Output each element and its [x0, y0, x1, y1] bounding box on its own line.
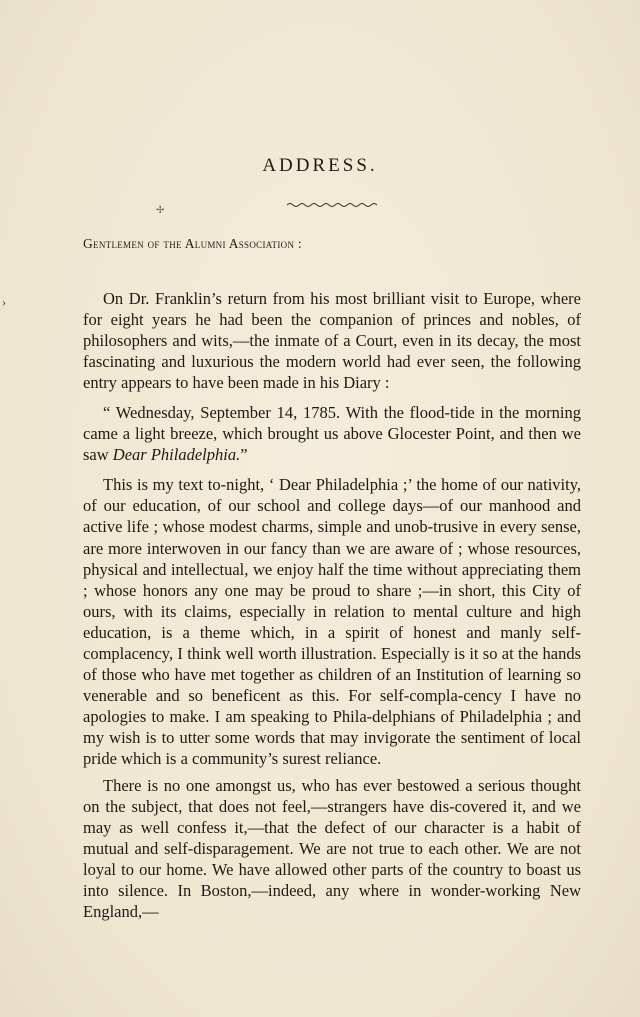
stray-ink-mark: ✢: [156, 205, 165, 216]
salutation: Gentlemen of the Alumni Association :: [83, 236, 302, 251]
margin-mark: ›: [2, 295, 6, 309]
diary-quote-close: ”: [240, 445, 248, 465]
ornamental-rule: [286, 200, 378, 210]
paragraph-text-tonight: This is my text to-night, ‘ Dear Philadelphia ;’ the home of our nativity, of our education, of our school and college days—of our manhood and active life ; whose modest charms, simple and unob-trusive in every sense, are more interwoven in our fancy than we are aware of ; whose resources, physical and intellectual, we enjoy half the time without appreciating them ; whose honors any one may be proud to share ;—in short, this City of ours, with its claims, especially in relation to mental culture and high education, is a theme which, in a spirit of honest and manly self-complacency, I think well worth illustration. Especially is it so at the hands of those who have met together as children of an Institution of learning so venerable and so beneficent as this. For self-compla-cency I have no apologies to make. I am speaking to Phila-delphians of Philadelphia ; and my wish is to utter some words that may invigorate the sentiment of local pride which is a community’s surest reliance.: [83, 475, 581, 768]
body-text: [83, 288, 581, 922]
paragraph-self-disparagement: There is no one amongst us, who has ever bestowed a serious thought on the subject, that does not feel,—strangers have dis-covered it, and we may as well confess it,—that the defect of our character is a habit of mutual and self-disparagement. We are not true to each other. We are not loyal to our home. We have allowed other parts of the country to boast us into silence. In Boston,—indeed, any where in wonder-working New England,—: [83, 776, 581, 922]
paragraph-diary-quote: [83, 402, 581, 465]
paragraph-franklin-return: On Dr. Franklin’s return from his most brilliant visit to Europe, where for eight years he had been the companion of princes and nobles, of philosophers and wits,—the inmate of a Court, even in its decay, the most fascinating and luxurious the modern world had ever seen, the following entry appears to have been made in his Diary :: [83, 289, 581, 393]
diary-quote-text: “ Wednesday, September 14, 1785. With the flood-tide in the morning came a light breeze, which brought us above Glocester Point, and then we saw: [83, 403, 581, 465]
diary-quote-emphasis: Dear Philadelphia.: [112, 445, 241, 465]
page-heading: ADDRESS.: [262, 155, 378, 176]
